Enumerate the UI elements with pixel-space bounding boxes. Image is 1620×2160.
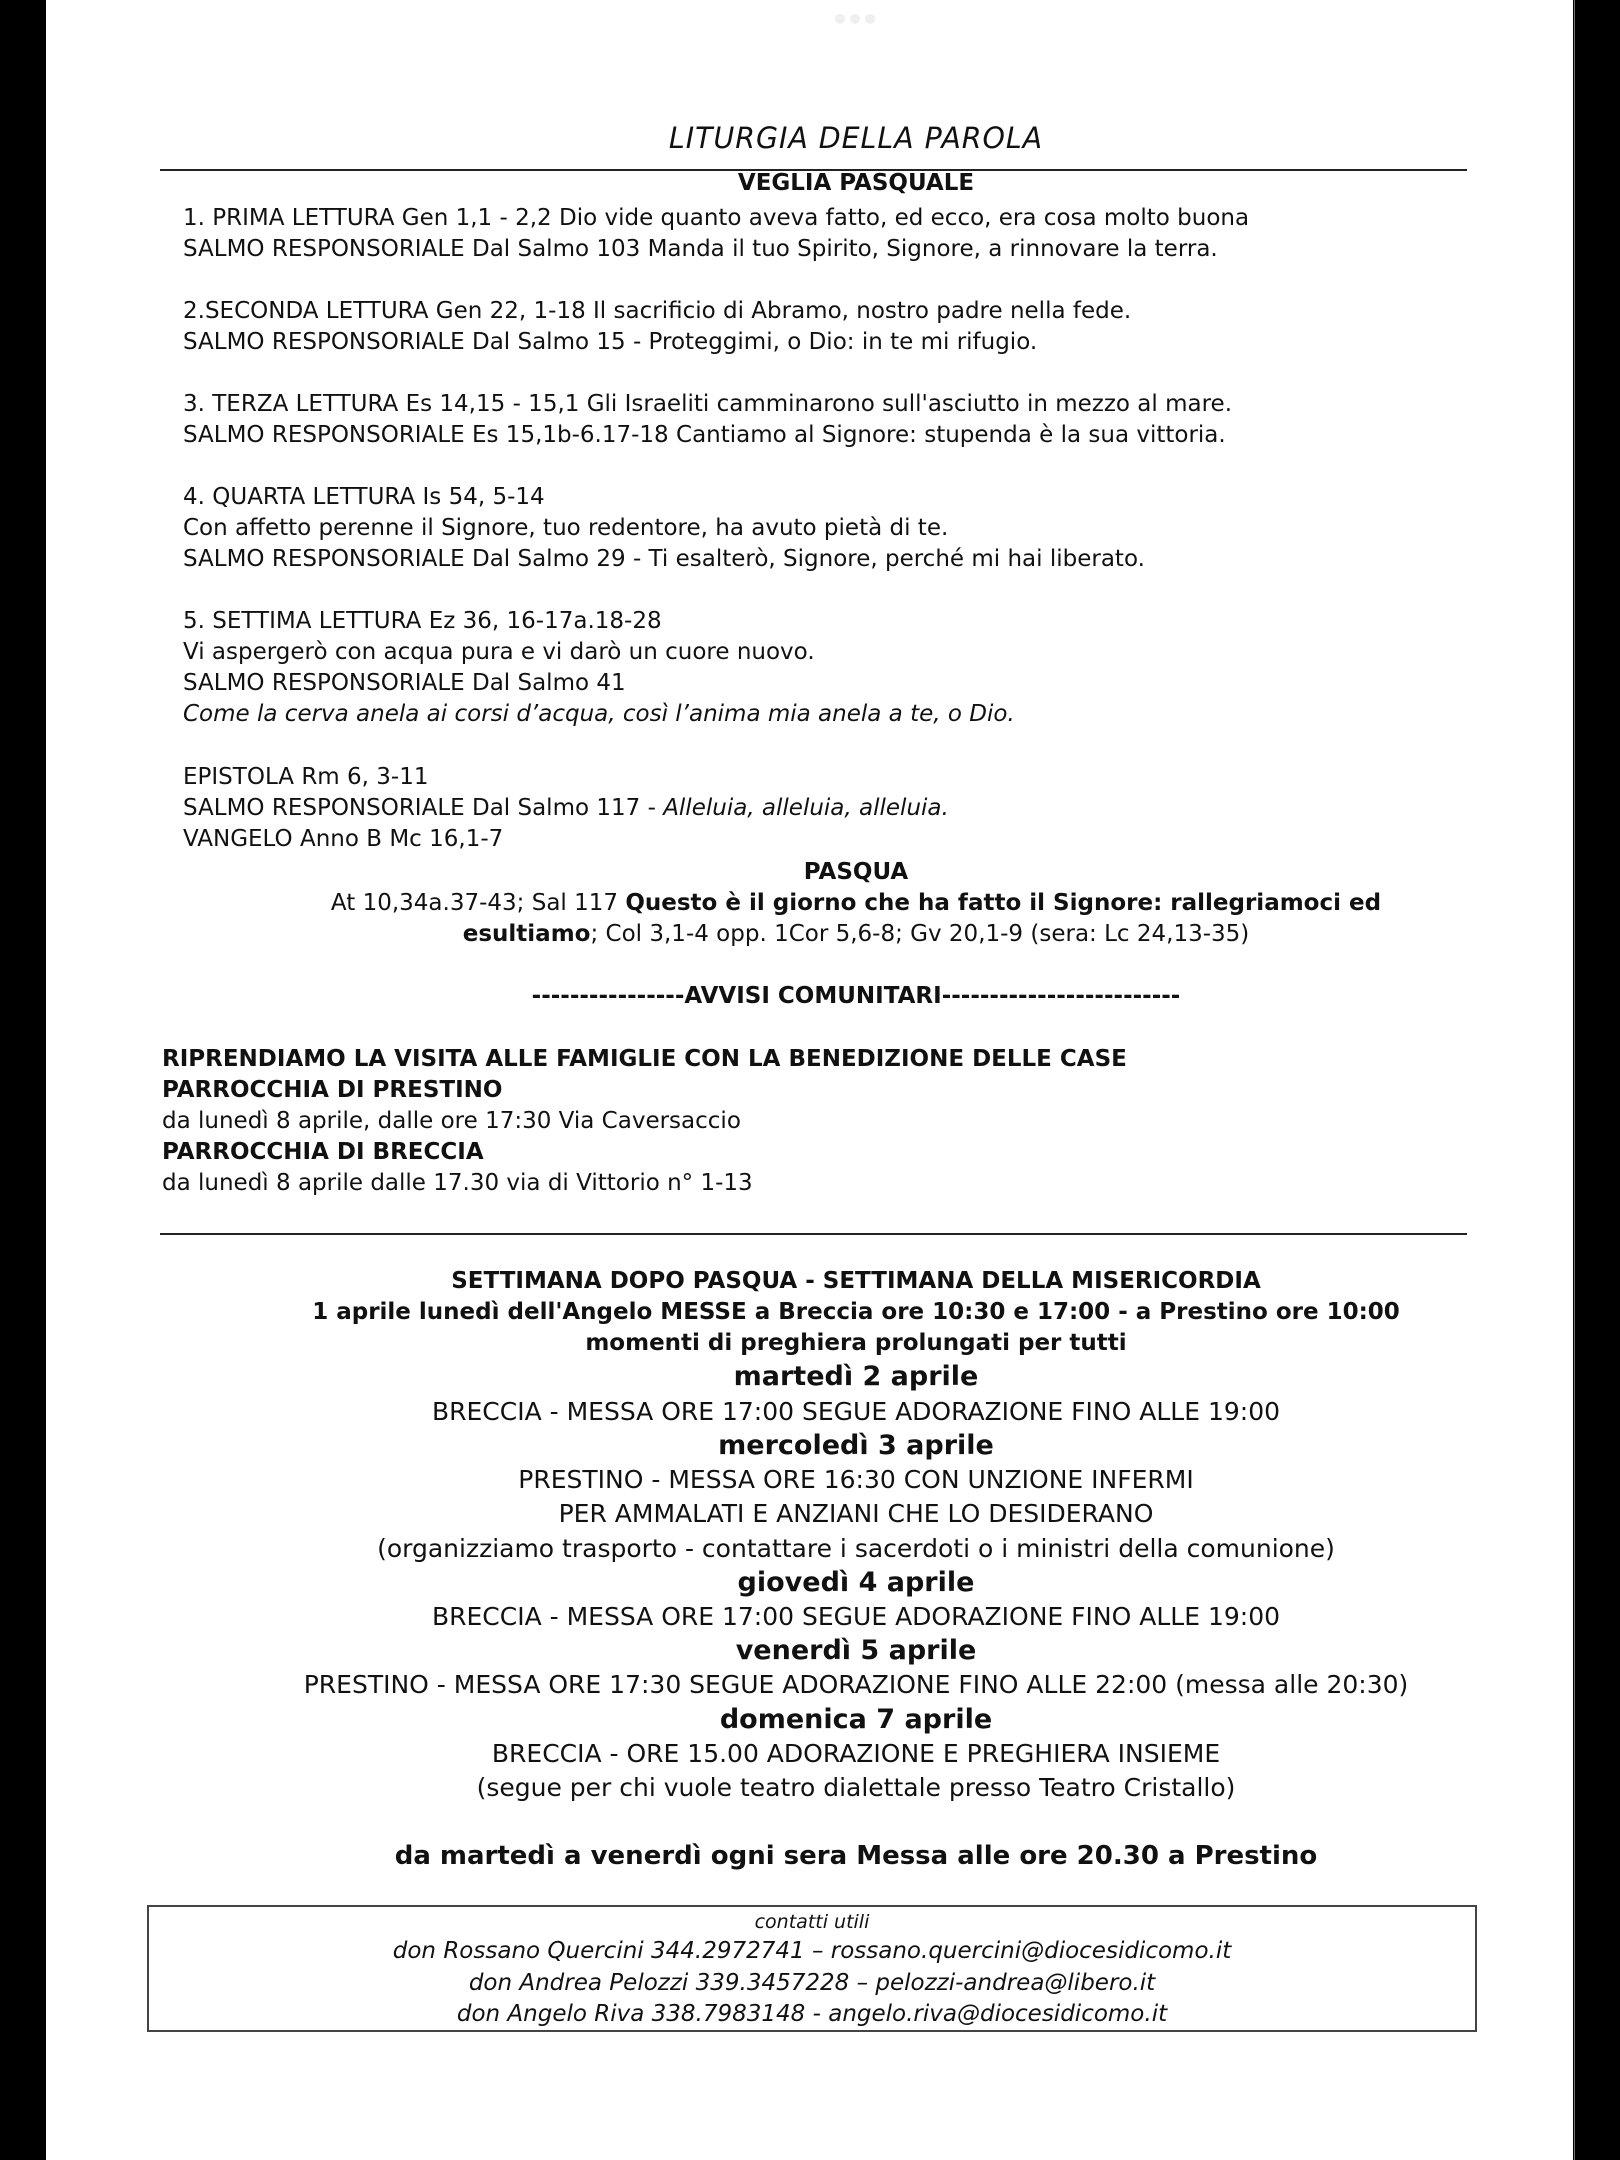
day-event: PER AMMALATI E ANZIANI CHE LO DESIDERANO (558, 1499, 1154, 1528)
pasqua-refs: At 10,34a.37-43; Sal 117 (330, 890, 626, 916)
page-title: LITURGIA DELLA PAROLA (668, 121, 1044, 155)
contact-line: don Angelo Riva 338.7983148 - angelo.riva@diocesidicomo.it (456, 2001, 1168, 2027)
pasqua-readings-line (156, 888, 1556, 919)
reading-line: SALMO RESPONSORIALE Dal Salmo 103 Manda il tuo Spirito, Signore, a rinnovare la terra. (183, 236, 1218, 262)
viewer-frame-left (0, 0, 46, 2160)
reading-line: Vi aspergerò con acqua pura e vi darò un cuore nuovo. (183, 639, 815, 665)
day-heading: martedì 2 aprile (733, 1361, 979, 1392)
section-divider (160, 1233, 1467, 1235)
avvisi-heading: ----------------AVVISI COMUNITARI------------------------- (531, 983, 1181, 1009)
reading-line (183, 793, 949, 824)
day-event: BRECCIA - ORE 15.00 ADORAZIONE E PREGHIERA INSIEME (491, 1739, 1221, 1768)
pasqua-heading: PASQUA (803, 859, 909, 885)
reading-line: 3. TERZA LETTURA Es 14,15 - 15,1 Gli Israeliti camminarono sull'asciutto in mezzo al mare. (183, 391, 1233, 417)
reading-line: SALMO RESPONSORIALE Dal Salmo 29 - Ti esalterò, Signore, perché mi hai liberato. (183, 546, 1145, 572)
day-event: BRECCIA - MESSA ORE 17:00 SEGUE ADORAZIONE FINO ALLE 19:00 (431, 1397, 1281, 1426)
day-heading: giovedì 4 aprile (737, 1567, 975, 1598)
day-event: (segue per chi vuole teatro dialettale presso Teatro Cristallo) (476, 1773, 1236, 1802)
pasqua-refrain: esultiamo (462, 921, 591, 947)
reading-line: SALMO RESPONSORIALE Es 15,1b-6.17-18 Cantiamo al Signore: stupenda è la sua vittoria. (183, 422, 1226, 448)
momenti-line: momenti di preghiera prolungati per tutti (585, 1330, 1127, 1356)
reading-line: SALMO RESPONSORIALE Dal Salmo 15 - Proteggimi, o Dio: in te mi rifugio. (183, 329, 1038, 355)
contacts-box (147, 1905, 1477, 2032)
contact-line: don Andrea Pelozzi 339.3457228 – pelozzi-andrea@libero.it (468, 1970, 1156, 1996)
prestino-title: PARROCCHIA DI PRESTINO (162, 1077, 503, 1103)
visita-title: RIPRENDIAMO LA VISITA ALLE FAMIGLIE CON LA BENEDIZIONE DELLE CASE (162, 1046, 1127, 1072)
contacts-heading: contatti utili (754, 1911, 870, 1933)
reading-line: Con affetto perenne il Signore, tuo redentore, ha avuto pietà di te. (183, 515, 949, 541)
contact-line: don Rossano Quercini 344.2972741 – rossano.quercini@diocesidicomo.it (392, 1938, 1232, 1964)
reading-line: SALMO RESPONSORIALE Dal Salmo 41 (183, 670, 626, 696)
prestino-text: da lunedì 8 aprile, dalle ore 17:30 Via Caversaccio (162, 1108, 741, 1134)
reading-line: 1. PRIMA LETTURA Gen 1,1 - 2,2 Dio vide quanto aveva fatto, ed ecco, era cosa molto buona (183, 205, 1250, 231)
settimana-footer: da martedì a venerdì ogni sera Messa alle ore 20.30 a Prestino (394, 1841, 1318, 1871)
veglia-heading: VEGLIA PASQUALE (737, 170, 975, 196)
settimana-heading: SETTIMANA DOPO PASQUA - SETTIMANA DELLA MISERICORDIA (451, 1268, 1261, 1294)
reading-line: 2.SECONDA LETTURA Gen 22, 1-18 Il sacrificio di Abramo, nostro padre nella fede. (183, 298, 1132, 324)
pasqua-refrain: Questo è il giorno che ha fatto il Signore: rallegriamoci ed (625, 890, 1382, 916)
pasqua-refs: ; Col 3,1-4 opp. 1Cor 5,6-8; Gv 20,1-9 (sera: Lc 24,13-35) (590, 921, 1250, 947)
psalm-refrain: Alleluia, alleluia, alleluia. (663, 795, 949, 821)
pasqua-readings-line (156, 919, 1556, 950)
day-event: PRESTINO - MESSA ORE 16:30 CON UNZIONE INFERMI (518, 1465, 1194, 1494)
day-event: (organizziamo trasporto - contattare i sacerdoti o i ministri della comunione) (377, 1534, 1335, 1563)
reading-line: VANGELO Anno B Mc 16,1-7 (183, 826, 504, 852)
day-heading: mercoledì 3 aprile (718, 1430, 994, 1461)
day-event: BRECCIA - MESSA ORE 17:00 SEGUE ADORAZIONE FINO ALLE 19:00 (431, 1602, 1281, 1631)
day-event: PRESTINO - MESSA ORE 17:30 SEGUE ADORAZIONE FINO ALLE 22:00 (messa alle 20:30) (303, 1670, 1409, 1699)
reading-line: 4. QUARTA LETTURA Is 54, 5-14 (183, 484, 545, 510)
breccia-text: da lunedì 8 aprile dalle 17.30 via di Vittorio n° 1-13 (162, 1170, 753, 1196)
psalm-refrain: Come la cerva anela ai corsi d’acqua, così l’anima mia anela a te, o Dio. (183, 701, 1015, 727)
reading-line: EPISTOLA Rm 6, 3-11 (183, 764, 429, 790)
day-heading: domenica 7 aprile (719, 1704, 993, 1735)
breccia-title: PARROCCHIA DI BRECCIA (162, 1139, 484, 1165)
psalm-label: SALMO RESPONSORIALE Dal Salmo 117 - (183, 795, 664, 821)
day-heading: venerdì 5 aprile (735, 1635, 977, 1666)
page-handle-dots-icon[interactable] (835, 14, 875, 24)
document-page[interactable] (46, 0, 1573, 2160)
reading-line: 5. SETTIMA LETTURA Ez 36, 16-17a.18-28 (183, 608, 662, 634)
lunedi-line: 1 aprile lunedì dell'Angelo MESSE a Breccia ore 10:30 e 17:00 - a Prestino ore 10:00 (312, 1299, 1400, 1325)
viewer-frame-right (1574, 0, 1620, 2160)
